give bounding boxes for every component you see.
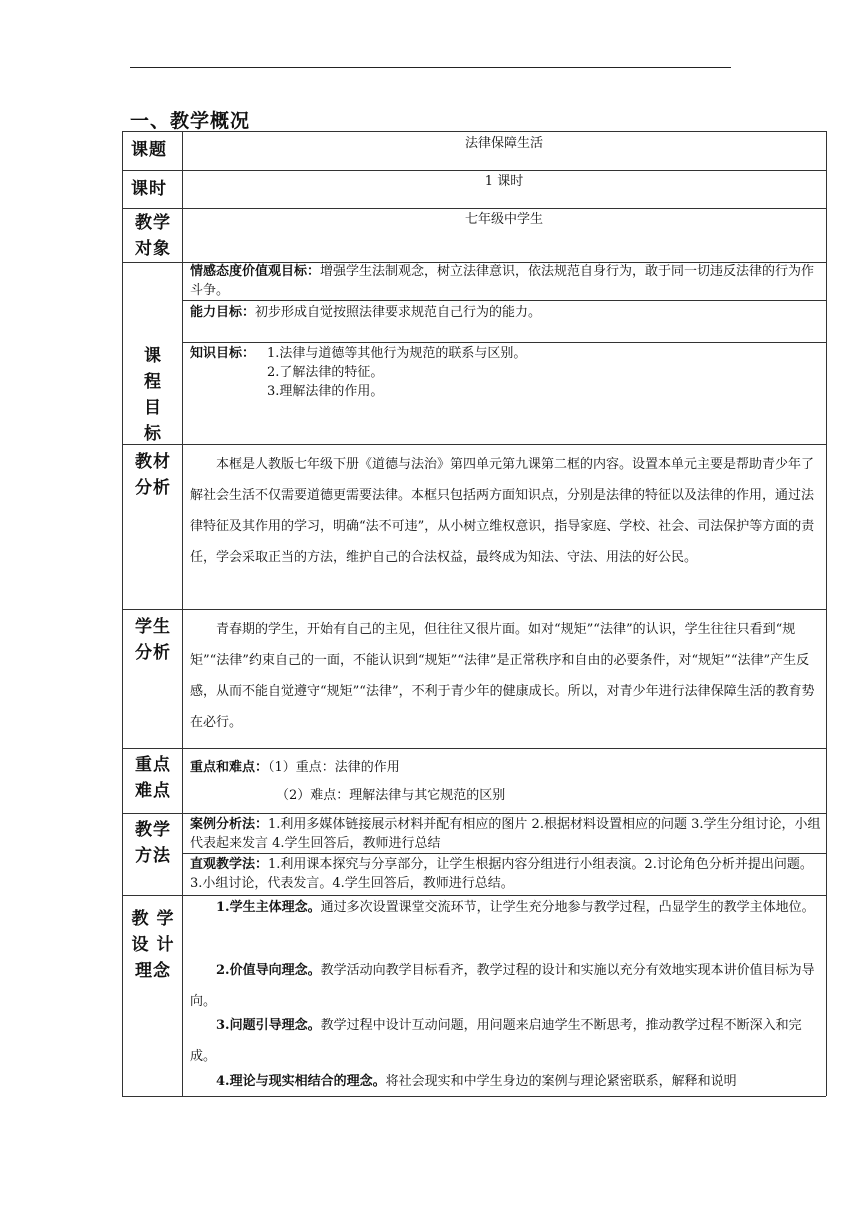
- methods-header-line2: 方法: [135, 846, 171, 866]
- textbook-header: [128, 449, 178, 501]
- goal-ability-label: 能力目标：: [190, 305, 256, 320]
- design-header: [128, 906, 178, 984]
- table-border-top: [122, 131, 826, 132]
- audience-header: [128, 210, 178, 262]
- textbook-header-line1: 教材: [135, 452, 171, 472]
- goal-ability: [190, 303, 541, 322]
- goal-emotion: [190, 262, 822, 300]
- design-header-line3: 理念: [135, 961, 171, 981]
- students-header-line1: 学生: [135, 617, 171, 637]
- method-case-text: 1.利用多媒体链接展示材料并配有相应的图片 2.根据材料设置相应的问题 3.学生分组讨论，小组代表起来发言 4.学生回答后，教师进行总结: [190, 817, 821, 851]
- design-item-1-title: 1.学生主体理念。: [216, 900, 321, 915]
- hours-value: 1 课时: [484, 174, 524, 189]
- design-item-1: [190, 892, 822, 923]
- row-divider-keypoints: [122, 813, 826, 814]
- design-item-1-text: 通过多次设置课堂交流环节，让学生充分地参与教学过程，凸显学生的教学主体地位。: [320, 900, 815, 915]
- goal-emotion-text: 增强学生法制观念，树立法律意识，依法规范自身行为，敢于同一切违反法律的行为作斗争。: [190, 264, 815, 298]
- goal-ability-text: 初步形成自觉按照法律要求规范自己行为的能力。: [255, 305, 542, 320]
- keypoints-header-line1: 重点: [135, 755, 171, 775]
- keypoints-header: [128, 752, 178, 804]
- goals-header-char-4: 标: [144, 424, 162, 444]
- design-item-4-title: 4.理论与现实相结合的理念。: [216, 1074, 386, 1089]
- audience-value: 七年级中学生: [464, 212, 543, 227]
- keypoints-point1: （1）重点：法律的作用: [268, 760, 400, 775]
- topic-header: 课题: [131, 140, 167, 160]
- method-intuitive: [190, 855, 822, 893]
- section-title: 一、教学概况: [130, 110, 251, 132]
- method-intuitive-label: 直观教学法：: [190, 857, 269, 872]
- keypoints-point2: （2）难点：理解法律与其它规范的区别: [276, 788, 506, 803]
- keypoints-header-line2: 难点: [135, 781, 171, 801]
- students-text: 青春期的学生，开始有自己的主见，但往往又很片面。如对“规矩”“法律”的认识，学生往往只看到“规矩”“法律”约束自己的一面，不能认识到“规矩”“法律”是正常秩序和自由的必要条件，对“规矩”“法律”产生反感，从而不能自觉遵守“规矩”“法律”，不利于青少年的健康成长。所以，对青少年进行法律保障生活的教育势在必行。: [190, 622, 815, 730]
- table-border-left: [122, 131, 123, 1096]
- row-divider-students: [122, 748, 826, 749]
- students-header-line2: 分析: [135, 643, 171, 663]
- row-divider-textbook: [122, 609, 826, 610]
- goal-knowledge-item-2: 2.了解法律的特征。: [267, 365, 384, 380]
- textbook-text: 本框是人教版七年级下册《道德与法治》第四单元第九课第二框的内容。设置本单元主要是帮助青少年了解社会生活不仅需要道德更需要法律。本框只包括两方面知识点，分别是法律的特征以及法律的作用，通过法律特征及其作用的学习，明确“法不可违”，从小树立维权意识，指导家庭、学校、社会、司法保护等方面的责任，学会采取正当的方法，维护自己的合法权益，最终成为知法、守法、用法的好公民。: [190, 457, 815, 565]
- method-intuitive-text: 1.利用课本探究与分享部分，让学生根据内容分组进行小组表演。2.讨论角色分析并提出问题。3.小组讨论，代表发言。4.学生回答后，教师进行总结。: [190, 857, 813, 891]
- goals-header-char-1: 课: [144, 346, 162, 366]
- design-header-line1: 教 学: [131, 909, 175, 929]
- goals-header-char-2: 程: [144, 372, 162, 392]
- hours-header: 课时: [131, 179, 167, 199]
- table-border-right: [826, 131, 827, 1096]
- design-item-3-text: 教学过程中设计互动问题，用问题来启迪学生不断思考，推动教学过程不断深入和完成。: [190, 1018, 802, 1064]
- goal-divider-2: [182, 342, 826, 343]
- method-case-label: 案例分析法：: [190, 817, 269, 832]
- topic-value: 法律保障生活: [464, 136, 543, 151]
- method-case: [190, 815, 822, 853]
- row-divider-topic: [122, 170, 826, 171]
- design-item-2-title: 2.价值导向理念。: [216, 963, 321, 978]
- design-item-4: [190, 1066, 822, 1097]
- goal-knowledge-item-3: 3.理解法律的作用。: [267, 384, 384, 399]
- students-header: [128, 614, 178, 666]
- goal-knowledge-label: 知识目标：: [190, 346, 256, 361]
- textbook-header-line2: 分析: [135, 478, 171, 498]
- audience-header-line2: 对象: [135, 239, 171, 259]
- keypoints-line1: [190, 758, 400, 777]
- design-item-4-text: 将社会现实和中学生身边的案例与理论紧密联系，解释和说明: [385, 1074, 737, 1089]
- goal-divider-1: [182, 300, 826, 301]
- design-item-3: [190, 1010, 822, 1072]
- methods-header-line1: 教学: [135, 820, 171, 840]
- method-divider: [182, 853, 826, 854]
- audience-header-line1: 教学: [135, 213, 171, 233]
- keypoints-label: 重点和难点：: [190, 760, 269, 775]
- goal-knowledge-item-1: 1.法律与道德等其他行为规范的联系与区别。: [267, 346, 527, 361]
- design-header-line2: 设 计: [131, 935, 175, 955]
- design-item-2: [190, 955, 822, 1017]
- design-item-3-title: 3.问题引导理念。: [216, 1018, 321, 1033]
- goals-header: [128, 343, 178, 447]
- header-column-divider: [182, 131, 183, 1096]
- row-divider-goals: [122, 444, 826, 445]
- goal-emotion-label: 情感态度价值观目标：: [190, 264, 321, 279]
- goals-header-char-3: 目: [144, 398, 162, 418]
- methods-header: [128, 817, 178, 869]
- top-rule: [130, 67, 731, 68]
- design-item-2-text: 教学活动向教学目标看齐，教学过程的设计和实施以充分有效地实现本讲价值目标为导向。: [190, 963, 815, 1009]
- row-divider-hours: [122, 208, 826, 209]
